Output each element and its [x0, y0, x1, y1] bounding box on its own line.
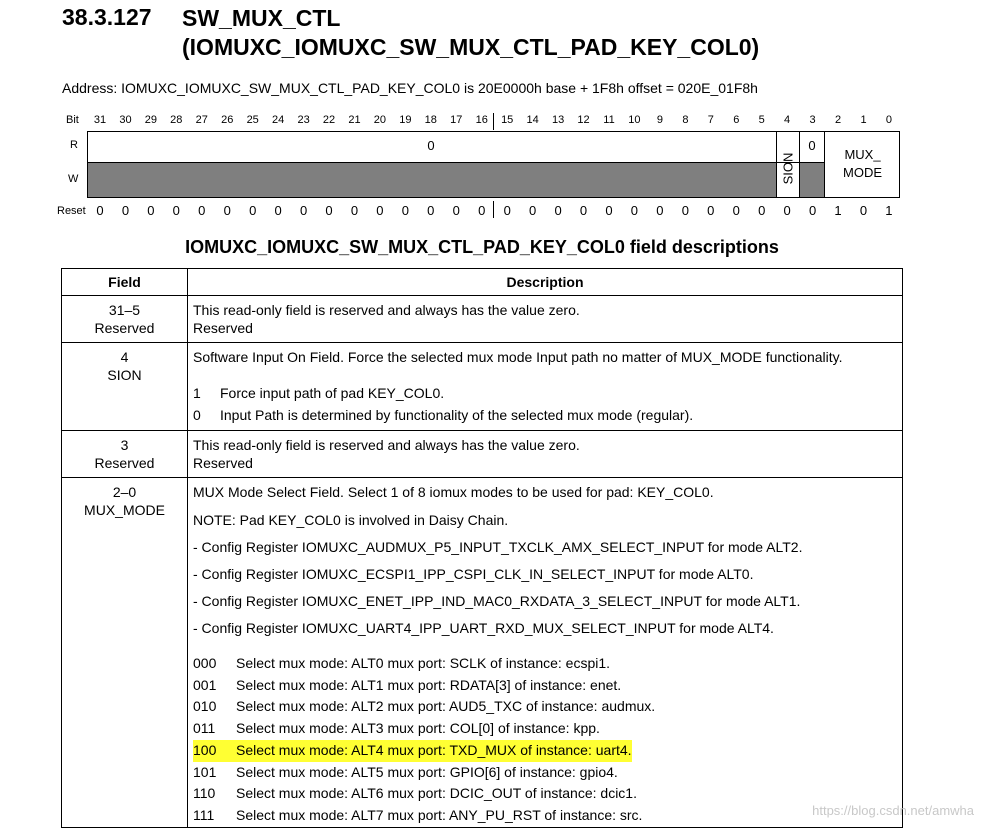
list-item: 110 Select mux mode: ALT6 mux port: DCIC_OUT of instance: dcic1.: [193, 785, 637, 802]
field-column-header: Field: [62, 269, 188, 296]
list-item: 010 Select mux mode: ALT2 mux port: AUD5_TXC of instance: audmux.: [193, 698, 656, 715]
bit-number: 25: [246, 114, 259, 126]
page-title: [182, 4, 759, 62]
table-title: IOMUXC_IOMUXC_SW_MUX_CTL_PAD_KEY_COL0 field descriptions: [185, 237, 779, 257]
read-row-label: R: [70, 139, 78, 151]
reset-value: 0: [808, 203, 817, 218]
rw-divider: [87, 162, 799, 163]
reset-value: 0: [554, 203, 562, 218]
bit-label: Bit: [66, 114, 79, 126]
reset-value: 0: [758, 203, 766, 218]
bit-number: 15: [501, 114, 514, 126]
description-cell: Software Input On Field. Force the selected mux mode Input path no matter of MUX_MODE functionality. 1 Force input path of pad KEY_COL0. 0 Input Path is determined by functionality of the selected mux mode (regular).: [188, 343, 903, 431]
reset-value: 0: [478, 203, 486, 218]
reset-value: 0: [732, 203, 740, 218]
reset-value: 0: [707, 203, 715, 218]
bit-number: 29: [144, 114, 158, 126]
bit-number: 26: [221, 114, 234, 126]
field-descriptions-table: [61, 268, 903, 828]
field-cell: 2–0 MUX_MODE: [62, 478, 188, 828]
reset-value: 0: [630, 203, 638, 218]
reset-value: 0: [503, 203, 511, 218]
bit3-read-value: 0: [808, 138, 816, 153]
bit-number: 13: [551, 114, 565, 126]
mux-mode-field-label: MUX_ MODE: [843, 147, 882, 180]
reset-value: 0: [681, 203, 689, 218]
bit-number: 18: [424, 114, 437, 126]
table-row: [62, 343, 903, 431]
reset-value: 0: [172, 203, 180, 218]
bit-number: 31: [93, 114, 107, 126]
bit-number: 4: [784, 114, 791, 126]
field-cell: 3 Reserved: [62, 431, 188, 478]
reset-value: 0: [121, 203, 130, 218]
reset-value: 0: [376, 203, 384, 218]
reset-value: 0: [274, 203, 282, 218]
reset-row-label: Reset: [57, 205, 86, 217]
list-item: 101 Select mux mode: ALT5 mux port: GPIO[6] of instance: gpio4.: [193, 763, 618, 780]
description-cell: This read-only field is reserved and always has the value zero. Reserved: [188, 296, 903, 343]
reset-value: 0: [427, 203, 435, 218]
table-row: [62, 296, 903, 343]
reset-value: 0: [350, 203, 359, 218]
bit-number: 0: [885, 114, 892, 126]
reset-value: 1: [834, 203, 842, 218]
description-cell: MUX Mode Select Field. Select 1 of 8 iomux modes to be used for pad: KEY_COL0. NOTE: Pad KEY_COL0 is involved in Daisy Chain. - Config Register IOMUXC_AUDMUX_P5_INPUT_TXCLK_AMX_SELECT_INPUT for mode ALT2. - Config Register IOMUXC_ECSPI1_IPP_CSPI_CLK_IN_SELECT_INPUT for mode ALT0. - Config Register IOMUXC_ENET_IPP_IND_MAC0_RXDATA_3_SELECT_INPUT for mode ALT1. - Config Register IOMUXC_UART4_IPP_UART_RXD_MUX_SELECT_INPUT for mode ALT4. 000 Select mux mode: ALT0 mux port: SCLK of instance: ecspi1. 001 Select mux mode: ALT1 mux port: RDATA[3] of instance: enet. 010 Select mux mode: ALT2 mux port: AUD5_TXC of instance: audmux. 011 Select mux mode: ALT3 mux port: COL[0] of instance: kpp. 100 Select mux mode: ALT4 mux port: TXD_MUX of instance: uart4. 101 Select mux mode: ALT5 mux port: GPIO[6] of instance: gpio4. 110 Select mux mode: ALT6 mux port: DCIC_OUT of instance: dcic1. 111 Select mux mode: ALT7 mux port: ANY_PU_RST of instance: src.: [188, 478, 903, 828]
description-cell: This read-only field is reserved and always has the value zero. Reserved: [188, 431, 903, 478]
bit-number: 27: [195, 114, 208, 126]
reset-value: 0: [147, 203, 155, 218]
sion-field-label: SION: [780, 152, 796, 184]
reset-value: 0: [96, 203, 104, 218]
reset-value: 0: [528, 203, 537, 218]
list-item: 111 Select mux mode: ALT7 mux port: ANY_PU_RST of instance: src.: [193, 806, 643, 823]
halfword-marker: [493, 113, 494, 130]
list-item: 1 Force input path of pad KEY_COL0.: [193, 385, 445, 401]
bit-number: 1: [860, 114, 867, 126]
field-cell: 4 SION: [62, 343, 188, 431]
bit-number: 9: [656, 114, 663, 126]
bit-number: 6: [733, 114, 740, 126]
reset-value: 0: [579, 203, 588, 218]
table-row: [62, 478, 903, 828]
reset-value: 0: [299, 203, 308, 218]
table-row: [62, 431, 903, 478]
bit-number: 10: [628, 114, 641, 126]
reset-value: 0: [452, 203, 460, 218]
bit-number: 28: [170, 114, 183, 126]
bit-number: 24: [271, 114, 285, 126]
title-line-2: (IOMUXC_IOMUXC_SW_MUX_CTL_PAD_KEY_COL0): [182, 34, 760, 60]
reset-value: 0: [249, 203, 257, 218]
bit-number: 23: [297, 114, 310, 126]
description-column-header: Description: [188, 269, 903, 296]
bit-number: 30: [119, 114, 132, 126]
list-item: 000 Select mux mode: ALT0 mux port: SCLK of instance: ecspi1.: [193, 655, 611, 671]
list-item: 001 Select mux mode: ALT1 mux port: RDATA[3] of instance: enet.: [193, 676, 622, 693]
reset-value: 0: [198, 203, 206, 218]
bit3-write-area: [799, 162, 824, 197]
bit-number: 7: [707, 114, 714, 126]
reset-value: 1: [885, 203, 893, 218]
reset-value: 0: [325, 203, 333, 218]
reset-value: 0: [656, 203, 664, 218]
bit-number: 16: [475, 114, 488, 126]
list-item: 011 Select mux mode: ALT3 mux port: COL[0] of instance: kpp.: [193, 720, 600, 737]
reset-value: 0: [605, 203, 613, 218]
bit-number: 3: [809, 114, 816, 126]
bit-number: 8: [682, 114, 689, 126]
bit-number: 11: [603, 114, 615, 126]
reserved-read-value: 0: [427, 138, 435, 153]
highlighted-list-item: 100 Select mux mode: ALT4 mux port: TXD_MUX of instance: uart4.: [193, 740, 896, 762]
reset-value: 0: [401, 203, 409, 218]
write-row-label: W: [68, 173, 79, 185]
reset-value: 0: [783, 203, 791, 218]
section-number: 38.3.127: [62, 4, 152, 30]
bit-number: 2: [834, 114, 842, 126]
title-line-1: SW_MUX_CTL: [182, 5, 341, 31]
bit-number: 5: [758, 114, 765, 126]
bit-number: 20: [373, 114, 387, 126]
bit-number: 22: [322, 114, 336, 126]
field-divider: [799, 131, 800, 198]
table-header-row: [62, 269, 903, 296]
watermark: https://blog.csdn.net/amwha: [812, 803, 974, 818]
reserved-write-area: [88, 162, 776, 197]
reset-value: 0: [223, 203, 231, 218]
register-address: Address: IOMUXC_IOMUXC_SW_MUX_CTL_PAD_KEY_COL0 is 20E0000h base + 1F8h offset = 020E_01F8h: [62, 80, 758, 96]
reset-value: 0: [859, 203, 868, 218]
list-item: 0 Input Path is determined by functionality of the selected mux mode (regular).: [193, 407, 694, 423]
halfword-marker: [493, 201, 494, 218]
bit-number: 17: [450, 114, 463, 126]
field-cell: 31–5 Reserved: [62, 296, 188, 343]
bit-number: 19: [399, 114, 412, 126]
rw-divider-bit3: [799, 162, 824, 163]
bit-number: 14: [526, 114, 539, 126]
bit-number: 21: [348, 114, 361, 126]
bit-number: 12: [577, 114, 590, 126]
